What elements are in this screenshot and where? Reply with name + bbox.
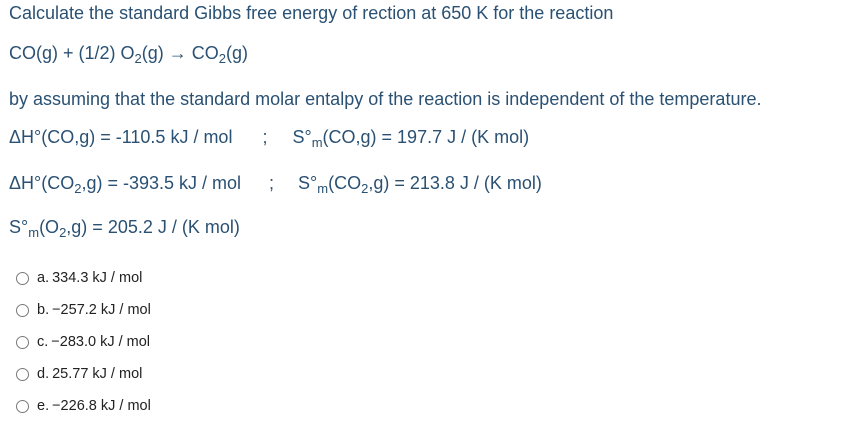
entropy-o2-value: ,g) = 205.2 J / (K mol): [66, 217, 240, 237]
data-line-2: [9, 172, 542, 194]
enthalpy-co2-label: ΔH°(CO: [9, 173, 75, 193]
entropy-co2-mid: (CO: [328, 173, 362, 193]
data-line-1: [9, 126, 529, 148]
enthalpy-co2-sub: 2: [74, 181, 82, 196]
radio-button-icon[interactable]: [16, 304, 29, 317]
option-text: 334.3 kJ / mol: [52, 270, 143, 286]
option-a[interactable]: [16, 262, 151, 294]
option-text: −257.2 kJ / mol: [52, 302, 151, 318]
enthalpy-co2-value: ,g) = -393.5 kJ / mol: [81, 173, 242, 193]
reaction-equation: [9, 42, 248, 64]
option-letter: e.: [37, 398, 50, 414]
entropy-sub: m: [317, 181, 329, 196]
entropy-co2-label: S°: [298, 173, 318, 193]
radio-button-icon[interactable]: [16, 400, 29, 413]
separator: ;: [269, 173, 275, 193]
entropy-co2-sub2: 2: [361, 181, 369, 196]
option-letter: b.: [37, 302, 50, 318]
entropy-co2-value: ,g) = 213.8 J / (K mol): [368, 173, 542, 193]
entropy-o2-label: S°: [9, 217, 29, 237]
option-e[interactable]: [16, 390, 151, 422]
option-letter: a.: [37, 270, 50, 286]
entropy-sub: m: [28, 225, 40, 240]
radio-button-icon[interactable]: [16, 336, 29, 349]
option-d[interactable]: [16, 358, 151, 390]
entropy-o2-mid: (O: [39, 217, 60, 237]
option-text: −226.8 kJ / mol: [52, 398, 151, 414]
option-b[interactable]: [16, 294, 151, 326]
assumption-text: by assuming that the standard molar entalpy of the reaction is independent of the temperature.: [9, 89, 762, 109]
reaction-sub1: 2: [134, 51, 142, 66]
entropy-co-value: (CO,g) = 197.7 J / (K mol): [322, 127, 530, 147]
data-line-3: [9, 216, 240, 238]
option-text: −283.0 kJ / mol: [51, 334, 151, 350]
radio-button-icon[interactable]: [16, 368, 29, 381]
option-letter: c.: [37, 334, 49, 350]
answer-options: [16, 262, 151, 422]
option-c[interactable]: [16, 326, 151, 358]
question-intro: Calculate the standard Gibbs free energy of rection at 650 K for the reaction: [9, 3, 614, 23]
separator: ;: [262, 127, 268, 147]
option-letter: d.: [37, 366, 50, 382]
entropy-sub: m: [311, 135, 323, 150]
reaction-part1: CO(g) + (1/2) O: [9, 43, 135, 63]
entropy-o2-sub2: 2: [59, 225, 67, 240]
reaction-part2: (g) → CO: [141, 43, 219, 63]
enthalpy-co: ΔH°(CO,g) = -110.5 kJ / mol: [9, 127, 233, 147]
reaction-sub2: 2: [218, 51, 227, 66]
option-text: 25.77 kJ / mol: [52, 366, 143, 382]
entropy-co-label: S°: [292, 127, 312, 147]
reaction-part3: (g): [226, 43, 249, 63]
radio-button-icon[interactable]: [16, 272, 29, 285]
